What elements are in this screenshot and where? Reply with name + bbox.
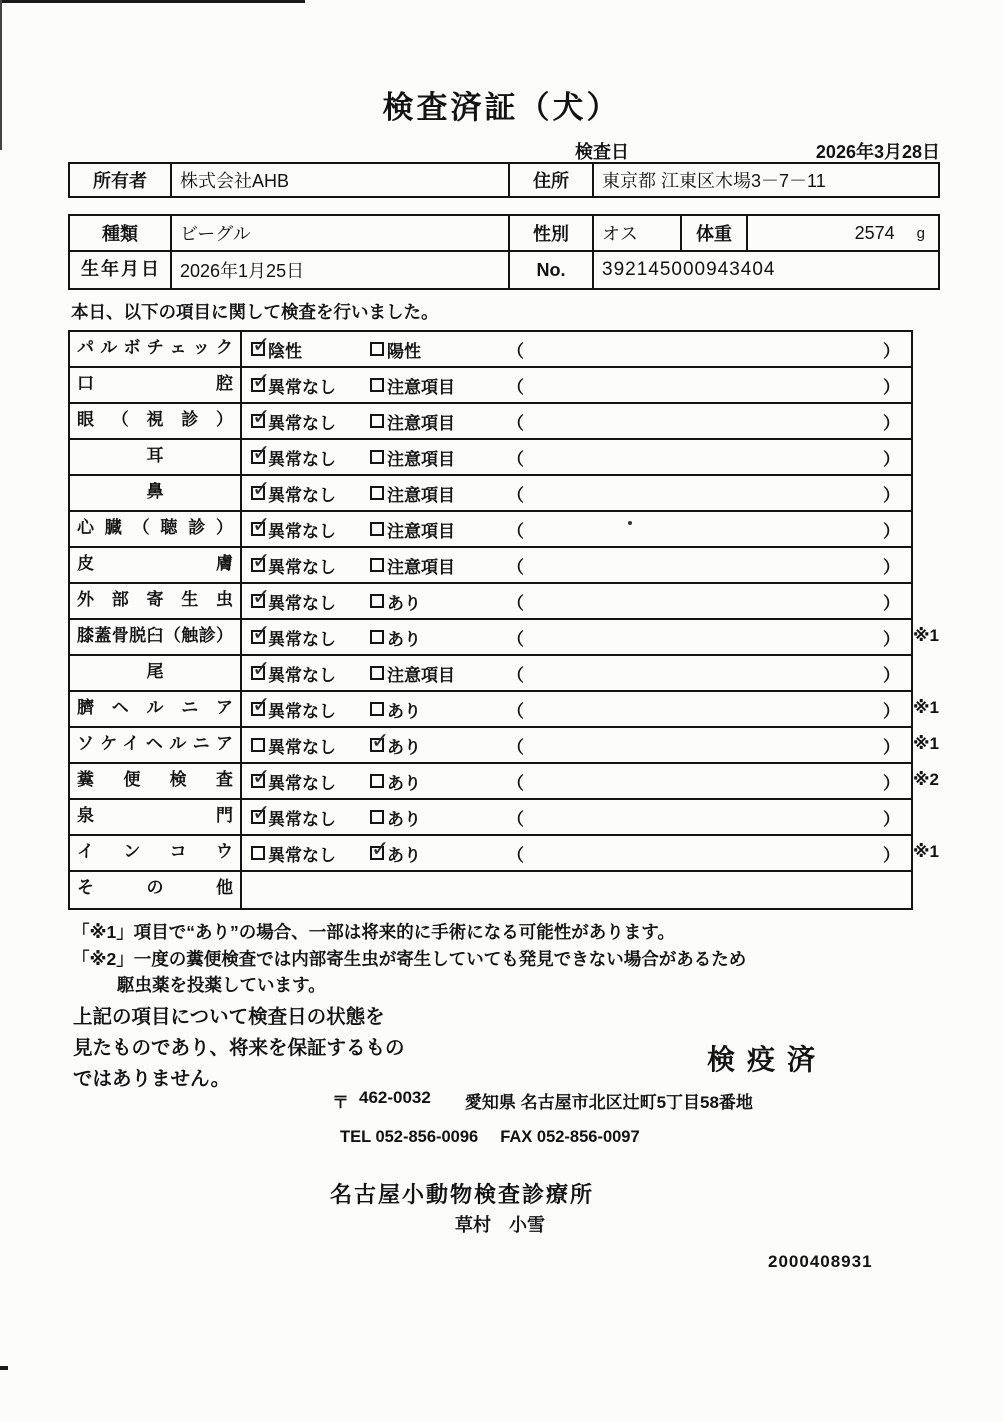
serial-number: 2000408931 <box>768 1252 873 1271</box>
inspection-item-label: ソケイヘルニア <box>70 728 242 762</box>
paren-open: （ <box>507 485 524 505</box>
option-present-label: あり <box>387 737 421 757</box>
option-normal-label: 異常なし <box>268 413 336 433</box>
intro-text: 本日、以下の項目に関して検査を行いました。 <box>71 302 439 322</box>
scan-artifact-left <box>0 0 2 150</box>
disclaimer-line2: 見たものであり、将来を保証するもの <box>73 1037 405 1059</box>
paren-open: （ <box>507 593 524 613</box>
checkbox-caution <box>370 450 384 464</box>
examiner-name: 草村 小雪 <box>455 1215 545 1235</box>
option-caution-label: 注意項目 <box>387 557 455 577</box>
remarks-field <box>505 373 911 398</box>
remarks-field <box>505 481 911 506</box>
option-caution <box>370 553 505 578</box>
footnote-2-line2: 駆虫薬を投薬しています。 <box>117 975 326 995</box>
option-caution-label: 注意項目 <box>387 665 455 685</box>
checkbox-caution <box>370 414 384 428</box>
checkbox-caution <box>370 666 384 680</box>
checkbox-present <box>370 846 384 860</box>
option-present <box>370 697 505 722</box>
option-normal <box>242 661 370 686</box>
clinic-address-line <box>332 1088 753 1113</box>
address-value: 東京都 江東区木場3－7－11 <box>602 171 826 191</box>
inspection-item-label: 泉門 <box>70 800 242 834</box>
checkbox-present <box>370 702 384 716</box>
reference-mark: ※1 <box>913 734 939 753</box>
inspection-row-nose <box>70 476 911 512</box>
document-title: 検査済証（犬） <box>382 90 621 125</box>
paren-open: （ <box>507 737 524 757</box>
breed-label: 種類 <box>70 216 172 250</box>
paren-open: （ <box>507 629 524 649</box>
address-label: 住所 <box>510 164 594 196</box>
option-caution <box>370 481 505 506</box>
option-present <box>370 625 505 650</box>
scan-artifact-bottom-left <box>0 1366 8 1370</box>
inspection-item-label: 糞便検査 <box>70 764 242 798</box>
option-caution-label: 注意項目 <box>387 485 455 505</box>
clinic-fax: FAX 052-856-0097 <box>500 1128 640 1146</box>
paren-open: （ <box>507 377 524 397</box>
sex-label: 性別 <box>510 216 594 250</box>
owner-table <box>68 162 940 198</box>
inspection-item-label: その他 <box>70 872 242 908</box>
inspection-row-skin <box>70 548 911 584</box>
paren-close: ） <box>883 737 900 757</box>
paren-close: ） <box>883 521 900 541</box>
birthdate-label: 生年月日 <box>70 252 172 288</box>
option-present-label: あり <box>387 629 421 649</box>
clinic-address: 愛知県 名古屋市北区辻町5丁目58番地 <box>464 1093 753 1112</box>
paren-close: ） <box>883 557 900 577</box>
remarks-field <box>505 697 911 722</box>
clinic-telfax-line <box>340 1128 640 1147</box>
disclaimer-text <box>73 1002 405 1095</box>
inspection-row-mouth <box>70 368 911 404</box>
inspection-row-external-parasites <box>70 584 911 620</box>
option-present-label: あり <box>387 809 421 829</box>
inspection-row-inguinal-hernia <box>70 728 939 764</box>
option-positive-label: 陽性 <box>387 341 421 361</box>
option-normal-label: 異常なし <box>268 521 336 541</box>
option-normal-label: 異常なし <box>268 773 336 793</box>
checkbox-present <box>370 738 384 752</box>
option-caution <box>370 517 505 542</box>
paren-close: ） <box>883 413 900 433</box>
paren-open: （ <box>507 701 524 721</box>
scan-artifact-top <box>0 0 305 3</box>
checkbox-negative <box>251 342 265 356</box>
option-normal <box>242 589 370 614</box>
option-normal-label: 異常なし <box>268 449 336 469</box>
paren-close: ） <box>883 809 900 829</box>
checkbox-normal <box>251 738 265 752</box>
option-caution-label: 注意項目 <box>387 449 455 469</box>
remarks-field <box>505 517 911 542</box>
inspection-item-label: 口腔 <box>70 368 242 402</box>
checkbox-caution <box>370 522 384 536</box>
reference-mark: ※1 <box>913 626 939 645</box>
option-present <box>370 589 505 614</box>
inspection-item-label: 心臓（聴診） <box>70 512 242 546</box>
paren-open: （ <box>507 809 524 829</box>
remarks-field <box>505 445 911 470</box>
paren-close: ） <box>883 773 900 793</box>
option-normal-label: 異常なし <box>268 557 336 577</box>
inspection-item-label: 臍ヘルニア <box>70 692 242 726</box>
option-caution-label: 注意項目 <box>387 413 455 433</box>
option-normal-label: 異常なし <box>268 701 336 721</box>
paren-close: ） <box>883 629 900 649</box>
number-value: 392145000943404 <box>602 259 776 280</box>
checkbox-normal <box>251 522 265 536</box>
option-normal <box>242 553 370 578</box>
option-present <box>370 769 505 794</box>
paren-close: ） <box>883 665 900 685</box>
option-normal-label: 異常なし <box>268 629 336 649</box>
option-normal-label: 異常なし <box>268 593 336 613</box>
footnote-1: 「※1」項目で“あり”の場合、一部は将来的に手術になる可能性があります。 <box>72 922 675 942</box>
number-label: No. <box>510 252 594 288</box>
checkbox-normal <box>251 378 265 392</box>
option-present <box>370 841 505 866</box>
option-normal-label: 異常なし <box>268 737 336 757</box>
remarks-field <box>505 661 911 686</box>
paren-open: （ <box>507 341 524 361</box>
remarks-field <box>505 589 911 614</box>
inspection-row-parvo <box>70 332 911 368</box>
option-normal-label: 異常なし <box>268 665 336 685</box>
option-caution-label: 注意項目 <box>387 377 455 397</box>
checkbox-normal <box>251 846 265 860</box>
checkbox-normal <box>251 486 265 500</box>
option-present-label: あり <box>387 845 421 865</box>
option-caution-label: 注意項目 <box>387 521 455 541</box>
option-normal-label: 異常なし <box>268 845 336 865</box>
inspection-item-label: 鼻 <box>70 476 242 510</box>
sex-value: オス <box>594 216 682 250</box>
inspection-row-heart <box>70 512 911 548</box>
postal-mark: 〒 <box>332 1093 349 1112</box>
option-normal <box>242 373 370 398</box>
checkbox-normal <box>251 414 265 428</box>
inspection-item-label: 耳 <box>70 440 242 474</box>
checkbox-normal <box>251 774 265 788</box>
option-present-label: あり <box>387 701 421 721</box>
inspection-date-label: 検査日 <box>575 142 629 162</box>
inspection-row-tail <box>70 656 911 692</box>
paren-open: （ <box>507 449 524 469</box>
paren-open: （ <box>507 845 524 865</box>
weight-label: 体重 <box>682 216 748 250</box>
inspection-row-fontanelle <box>70 800 911 836</box>
remarks-field <box>505 337 911 362</box>
footnote-2-line1: 「※2」一度の糞便検査では内部寄生虫が寄生していても発見できない場合があるため <box>72 949 747 969</box>
disclaimer-line3: ではありません。 <box>73 1068 231 1090</box>
checkbox-normal <box>251 558 265 572</box>
option-normal-label: 異常なし <box>268 809 336 829</box>
weight-value: 2574 <box>854 222 895 243</box>
checkbox-present <box>370 810 384 824</box>
remarks-field <box>505 409 911 434</box>
checkbox-positive <box>370 342 384 356</box>
inspection-row-other <box>70 872 911 908</box>
owner-value: 株式会社AHB <box>172 164 510 196</box>
paren-close: ） <box>883 449 900 469</box>
checkbox-normal <box>251 630 265 644</box>
option-present-label: あり <box>387 773 421 793</box>
option-normal <box>242 481 370 506</box>
pet-info-table <box>68 214 940 290</box>
quarantine-stamp: 検疫済 <box>707 1044 828 1075</box>
option-normal <box>242 733 370 758</box>
paren-open: （ <box>507 557 524 577</box>
inspection-item-label: 尾 <box>70 656 242 690</box>
inspection-table <box>68 330 939 910</box>
option-positive <box>370 337 505 362</box>
remarks-field <box>505 805 911 830</box>
inspection-item-label: 外部寄生虫 <box>70 584 242 618</box>
paren-open: （ <box>507 665 524 685</box>
remarks-field <box>505 841 911 866</box>
checkbox-caution <box>370 378 384 392</box>
inspection-date-line <box>575 138 940 164</box>
option-normal <box>242 409 370 434</box>
inspection-item-label: 皮膚 <box>70 548 242 582</box>
checkbox-normal <box>251 702 265 716</box>
option-present-label: あり <box>387 593 421 613</box>
option-negative-label: 陰性 <box>268 341 302 361</box>
inspection-row-cryptorchidism <box>70 836 939 872</box>
birthdate-value: 2026年1月25日 <box>172 252 510 288</box>
disclaimer-line1: 上記の項目について検査日の状態を <box>73 1006 385 1028</box>
checkbox-normal <box>251 810 265 824</box>
inspection-row-eyes <box>70 404 911 440</box>
paren-open: （ <box>507 773 524 793</box>
remarks-field <box>505 625 911 650</box>
inspection-item-label: パルボチェック <box>70 332 242 366</box>
weight-cell <box>748 216 938 250</box>
clinic-name: 名古屋小動物検査診療所 <box>330 1182 595 1207</box>
option-caution <box>370 661 505 686</box>
paren-close: ） <box>883 701 900 721</box>
reference-mark: ※1 <box>913 842 939 861</box>
option-normal <box>242 805 370 830</box>
weight-unit: g <box>916 224 925 242</box>
remarks-field <box>505 553 911 578</box>
checkbox-normal <box>251 594 265 608</box>
paren-close: ） <box>883 593 900 613</box>
option-normal <box>242 769 370 794</box>
inspection-date-value: 2026年3月28日 <box>815 142 940 162</box>
remarks-field <box>505 769 911 794</box>
option-present <box>370 733 505 758</box>
option-normal <box>242 517 370 542</box>
inspection-row-fecal-exam <box>70 764 939 800</box>
owner-label: 所有者 <box>70 164 172 196</box>
breed-value: ビーグル <box>172 216 510 250</box>
option-normal <box>242 697 370 722</box>
inspection-item-label: 眼（視診） <box>70 404 242 438</box>
checkbox-caution <box>370 486 384 500</box>
paren-close: ） <box>883 341 900 361</box>
reference-mark: ※2 <box>913 770 939 789</box>
option-caution <box>370 409 505 434</box>
paren-close: ） <box>883 485 900 505</box>
option-present <box>370 805 505 830</box>
option-caution <box>370 445 505 470</box>
option-normal <box>242 445 370 470</box>
remarks-field <box>505 733 911 758</box>
paren-open: （ <box>507 413 524 433</box>
clinic-tel: TEL 052-856-0096 <box>340 1128 479 1146</box>
paren-open: （ <box>507 521 524 541</box>
option-caution <box>370 373 505 398</box>
inspection-row-patella <box>70 620 939 656</box>
postal-code: 462-0032 <box>359 1088 431 1107</box>
checkbox-caution <box>370 558 384 572</box>
inspection-row-ears <box>70 440 911 476</box>
inspection-row-umbilical-hernia <box>70 692 939 728</box>
checkbox-present <box>370 774 384 788</box>
inspection-item-label: インコウ <box>70 836 242 870</box>
paren-close: ） <box>883 845 900 865</box>
checkbox-normal <box>251 450 265 464</box>
checkbox-normal <box>251 666 265 680</box>
paren-close: ） <box>883 377 900 397</box>
option-normal <box>242 841 370 866</box>
option-normal-label: 異常なし <box>268 485 336 505</box>
checkbox-present <box>370 594 384 608</box>
option-normal <box>242 625 370 650</box>
checkbox-present <box>370 630 384 644</box>
option-negative <box>242 337 370 362</box>
inspection-item-label: 膝蓋骨脱臼（触診） <box>70 620 242 654</box>
option-normal-label: 異常なし <box>268 377 336 397</box>
reference-mark: ※1 <box>913 698 939 717</box>
